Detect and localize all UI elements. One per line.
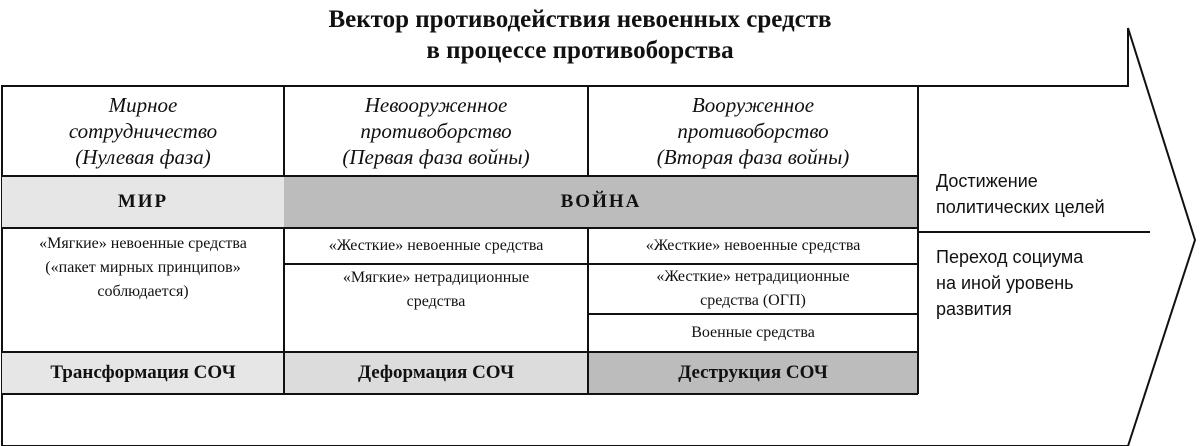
means-peace-line-2: («пакет мирных принципов» (45, 259, 241, 276)
means-peace-line-3: соблюдается) (97, 283, 189, 300)
outcome-goal-line-1: Достижение (936, 171, 1038, 191)
phase-1-line-1: Мирное (108, 93, 178, 117)
phase-2-line-1: Невооруженное (364, 93, 508, 117)
means-armed-nontraditional-line-2: средства (ОГП) (700, 292, 806, 309)
result-deformation-label: Деформация СОЧ (357, 362, 515, 383)
outcome-political-goals (936, 168, 1136, 220)
means-unarmed-hard-label: «Жесткие» невоенные средства (328, 237, 544, 254)
result-destruction-label: Деструкция СОЧ (678, 362, 828, 383)
means-unarmed-soft-line-2: средства (406, 293, 466, 310)
means-armed-hard (588, 228, 918, 264)
result-transformation-label: Трансформация СОЧ (50, 362, 236, 383)
phase-peaceful-cooperation (2, 86, 284, 176)
phase-armed-confrontation (588, 86, 918, 176)
means-military-label: Военные средства (691, 324, 815, 341)
phase-2-line-3: (Первая фаза войны) (342, 145, 530, 169)
phase-3-line-1: Вооруженное (691, 93, 815, 117)
means-armed-nontraditional (588, 264, 918, 314)
war-band-label: ВОЙНА (560, 191, 642, 212)
outcome-transition-line-1: Переход социума (936, 247, 1084, 267)
result-transformation (2, 352, 284, 394)
phase-2-line-2: противоборство (360, 119, 512, 143)
outcome-society-transition (936, 244, 1136, 322)
phase-1-line-3: (Нулевая фаза) (75, 145, 211, 169)
result-deformation (284, 352, 588, 394)
means-unarmed-soft-line-1: «Мягкие» нетрадиционные (342, 269, 530, 286)
means-unarmed-soft (284, 266, 588, 316)
war-band (284, 176, 918, 228)
result-destruction (588, 352, 918, 394)
means-armed-hard-label: «Жесткие» невоенные средства (645, 237, 861, 254)
means-peace (2, 232, 284, 302)
means-armed-nontraditional-line-1: «Жесткие» нетрадиционные (656, 268, 850, 285)
means-peace-line-1: «Мягкие» невоенные средства (39, 235, 247, 252)
outcome-goal-line-2: политических целей (936, 197, 1105, 217)
means-unarmed-hard (284, 228, 588, 264)
title-line-2: в процессе противоборства (426, 37, 734, 64)
means-military (588, 314, 918, 352)
outcome-transition-line-3: развития (936, 299, 1012, 319)
peace-band-label: МИР (117, 191, 169, 212)
title-line-1: Вектор противодействия невоенных средств (328, 6, 832, 33)
phase-3-line-2: противоборство (677, 119, 829, 143)
phase-1-line-2: сотрудничество (68, 119, 218, 143)
phase-unarmed-confrontation (284, 86, 588, 176)
peace-band (2, 176, 284, 228)
outcome-transition-line-2: на иной уровень (936, 273, 1074, 293)
phase-3-line-3: (Вторая фаза войны) (656, 145, 850, 169)
